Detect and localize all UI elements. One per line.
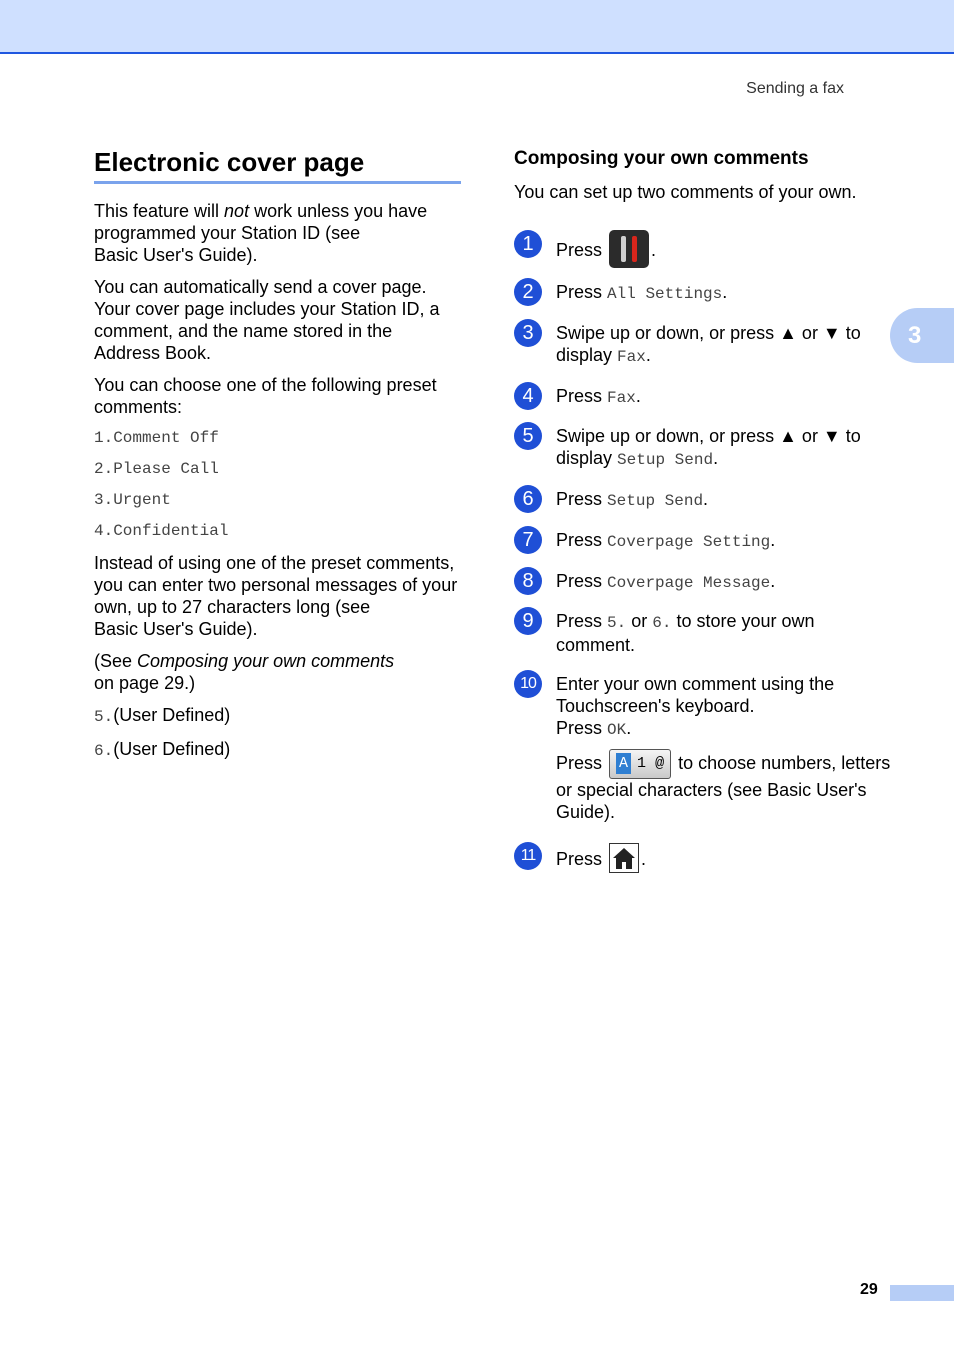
step-number: 6 bbox=[514, 485, 542, 513]
cross-reference: (See Composing your own comments on page 29.) bbox=[94, 651, 395, 693]
step-number: 1 bbox=[514, 230, 542, 258]
cover-page-description: You can automatically send a cover page. Your cover page includes your Station ID, a comment, and the name stored in the Address Book. bbox=[94, 277, 440, 363]
station-id-note: This feature will not work unless you have programmed your Station ID (see Basic User's Guide). bbox=[94, 201, 428, 265]
step-number: 4 bbox=[514, 382, 542, 410]
settings-tools-icon[interactable] bbox=[609, 230, 649, 268]
home-icon[interactable] bbox=[609, 843, 639, 873]
keyboard-mode-button[interactable]: A 1 @ bbox=[609, 749, 671, 779]
preset-comment: 1.Comment Off bbox=[94, 429, 219, 447]
running-header: Sending a fax bbox=[746, 80, 844, 97]
menu-option[interactable]: 6. bbox=[652, 614, 672, 632]
footer-bar bbox=[890, 1285, 954, 1301]
menu-option[interactable]: Coverpage Setting bbox=[607, 533, 771, 551]
top-banner bbox=[0, 0, 954, 54]
left-column bbox=[94, 146, 461, 762]
chapter-tab: 3 bbox=[890, 308, 954, 363]
subsection-title: Composing your own comments bbox=[514, 148, 809, 169]
subsection-intro: You can set up two comments of your own. bbox=[514, 182, 857, 202]
menu-option[interactable]: Setup Send bbox=[607, 492, 704, 510]
menu-option[interactable]: Fax bbox=[607, 389, 636, 407]
preset-intro: You can choose one of the following preset comments: bbox=[94, 375, 437, 417]
personal-messages-note: Instead of using one of the preset comments, you can enter two personal messages of your own, up to 27 characters long (see Basic User's Guide). bbox=[94, 553, 458, 639]
step-number: 5 bbox=[514, 422, 542, 450]
step-number: 11 bbox=[514, 842, 542, 870]
preset-comment: 3.Urgent bbox=[94, 491, 171, 509]
preset-comment: 2.Please Call bbox=[94, 460, 219, 478]
step-number: 9 bbox=[514, 607, 542, 635]
right-column: Composing your own comments You can set up two comments of your own. 1 Press . 2 Press All Settings. 3 Swipe up or down, or press ▲ or ▼ to display Fax. 4 Press Fax. 5 Swipe up or down, or press ▲ or ▼ to display Setup Send. 6 Press Setup Send. 7 Press Coverpage Setting. 8 Press Coverpage Message. 9 Press 5. or 6. to store your own comment. 10 Enter your own comment using the Touchscreen's keyboard. Press OK. Press A 1 @ to choose numbers, letters or special characters (see Basic User's Guide). 11 Press . bbox=[514, 146, 894, 203]
section-title: Electronic cover page bbox=[94, 146, 461, 184]
preset-comment: 4.Confidential bbox=[94, 522, 229, 540]
user-defined-comment: 5.(User Defined) bbox=[94, 705, 231, 726]
menu-option[interactable]: Setup Send bbox=[617, 451, 714, 469]
guide-reference: Basic User's Guide). bbox=[94, 619, 258, 639]
menu-option[interactable]: Fax bbox=[617, 348, 646, 366]
step-number: 10 bbox=[514, 670, 542, 698]
menu-option[interactable]: All Settings bbox=[607, 285, 723, 303]
ok-option[interactable]: OK bbox=[607, 721, 627, 739]
page-number: 29 bbox=[860, 1281, 878, 1298]
step-number: 2 bbox=[514, 278, 542, 306]
step-number: 8 bbox=[514, 567, 542, 595]
guide-reference: Basic User's Guide). bbox=[94, 245, 258, 265]
user-defined-comment: 6.(User Defined) bbox=[94, 739, 231, 760]
menu-option[interactable]: 5. bbox=[607, 614, 627, 632]
step-number: 3 bbox=[514, 319, 542, 347]
step-number: 7 bbox=[514, 526, 542, 554]
menu-option[interactable]: Coverpage Message bbox=[607, 574, 771, 592]
